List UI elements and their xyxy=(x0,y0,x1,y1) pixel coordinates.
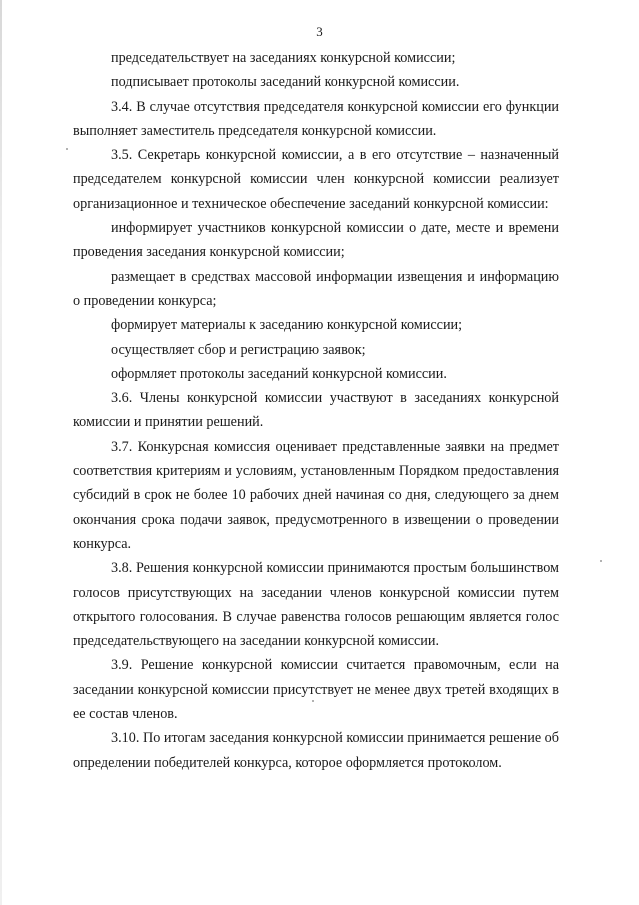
paragraph-3-9: 3.9. Решение конкурсной комиссии считается правомочным, если на заседании конкурсной комиссии присутствует не менее двух третей входящих в ее состав членов. xyxy=(73,657,559,723)
paragraph-3-5: 3.5. Секретарь конкурсной комиссии, а в его отсутствие – назначенный председателем конкурсной комиссии член конкурсной комиссии реализует организационное и техническое обеспечение заседаний конкурсной комиссии: xyxy=(73,147,559,212)
scan-speck xyxy=(600,560,602,562)
document-body xyxy=(73,46,559,775)
paragraph: размещает в средствах массовой информации извещения и информацию о проведении конкурса; xyxy=(73,268,559,309)
paragraph-3-4: 3.4. В случае отсутствия председателя конкурсной комиссии его функции выполняет заместитель председателя конкурсной комиссии. xyxy=(73,98,559,139)
paragraph: информирует участников конкурсной комиссии о дате, месте и времени проведения заседания конкурсной комиссии; xyxy=(73,220,559,261)
paragraph: осуществляет сбор и регистрацию заявок; xyxy=(111,341,366,358)
paragraph-3-6: 3.6. Члены конкурсной комиссии участвуют в заседаниях конкурсной комиссии и принятии решений. xyxy=(73,390,559,431)
paragraph-3-7: 3.7. Конкурсная комиссия оценивает представленные заявки на предмет соответствия критериям и условиям, установленным Порядком предоставления субсидий в срок не более 10 рабочих дней начиная со дня, следующего за днем окончания срока подачи заявок, предусмотренного в извещении о проведении конкурса. xyxy=(73,438,559,552)
scan-speck xyxy=(312,700,314,702)
paragraph: формирует материалы к заседанию конкурсной комиссии; xyxy=(111,317,463,334)
scan-speck xyxy=(66,148,68,150)
paragraph: подписывает протоколы заседаний конкурсной комиссии. xyxy=(111,74,460,91)
paragraph: председательствует на заседаниях конкурсной комиссии; xyxy=(111,50,456,66)
paragraph-3-10: 3.10. По итогам заседания конкурсной комиссии принимается решение об определении победителей конкурса, которое оформляется протоколом. xyxy=(73,730,559,771)
scan-edge xyxy=(0,0,2,905)
page-number: 3 xyxy=(316,24,323,39)
paragraph-3-8: 3.8. Решения конкурсной комиссии принимаются простым большинством голосов присутствующих на заседании членов конкурсной комиссии путем открытого голосования. В случае равенства голосов решающим является голос председательствующего на заседании конкурсной комиссии. xyxy=(73,560,559,650)
paragraph: оформляет протоколы заседаний конкурсной комиссии. xyxy=(111,365,447,382)
